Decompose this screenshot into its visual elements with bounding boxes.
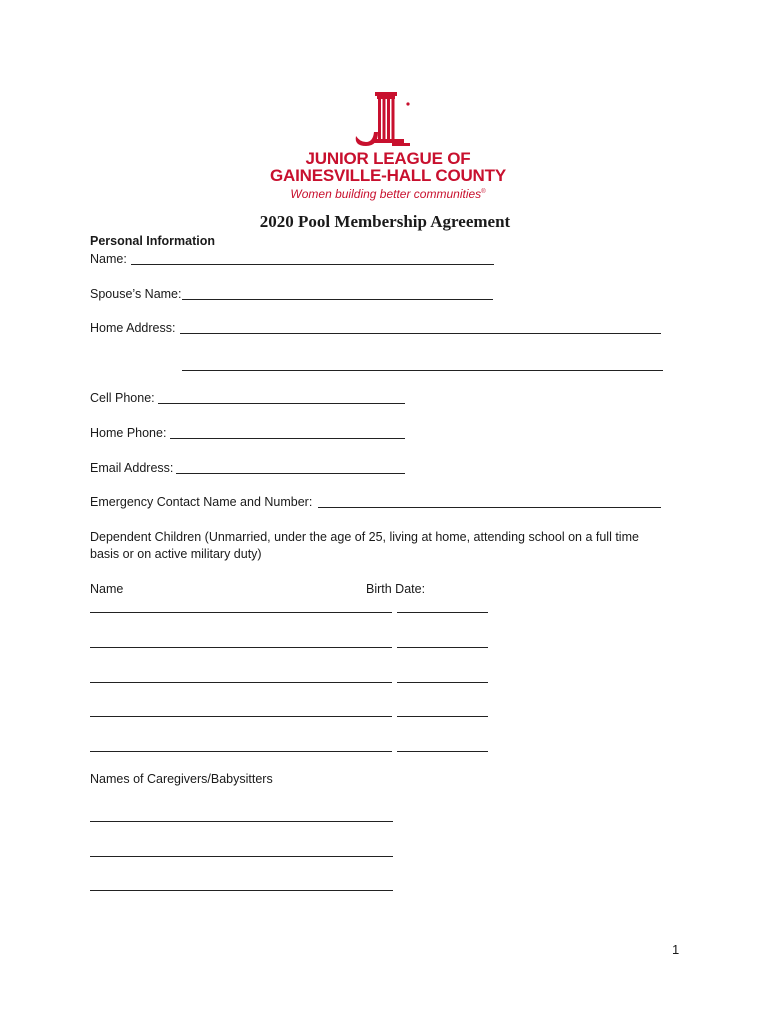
caregiver-name-field[interactable] [90, 821, 393, 822]
personal-info-heading: Personal Information [90, 234, 216, 248]
email-address-label: Email Address: [90, 461, 174, 475]
logo-tagline [268, 185, 508, 201]
dependents-intro-line1: Dependent Children (Unmarried, under the age of 25, living at home, attending school on a full time [90, 530, 639, 544]
caregiver-name-field[interactable] [90, 890, 393, 891]
caregiver-name-field[interactable] [90, 856, 393, 857]
home-address-label: Home Address: [90, 321, 176, 335]
home-phone-field[interactable] [170, 438, 405, 439]
column-jl-logo-icon [348, 92, 418, 148]
logo-text-line1: JUNIOR LEAGUE OF [305, 149, 471, 168]
name-field[interactable] [131, 264, 494, 265]
logo-tagline-text: Women building better communities [290, 187, 482, 201]
email-address-field[interactable] [176, 473, 405, 474]
dependent-name-field[interactable] [90, 612, 392, 613]
emergency-contact-field[interactable] [318, 507, 661, 508]
name-label: Name: [90, 252, 127, 266]
dependent-name-field[interactable] [90, 647, 392, 648]
junior-league-logo [268, 92, 508, 202]
dependents-intro-line2: basis or on active military duty) [90, 547, 262, 561]
logo-text-line2: GAINESVILLE-HALL COUNTY [270, 166, 506, 185]
dependent-birth-date-field[interactable] [397, 682, 488, 683]
dependent-birth-date-field[interactable] [397, 647, 488, 648]
dependent-birth-date-field[interactable] [397, 612, 488, 613]
cell-phone-field[interactable] [158, 403, 405, 404]
home-address-field-line2[interactable] [182, 370, 663, 371]
dependent-birth-date-field[interactable] [397, 751, 488, 752]
caregivers-heading: Names of Caregivers/Babysitters [90, 772, 273, 786]
registered-mark: ® [481, 189, 486, 195]
home-phone-label: Home Phone: [90, 426, 167, 440]
dependent-name-header: Name [90, 582, 124, 596]
spouse-name-field[interactable] [182, 299, 493, 300]
dependent-birth-date-field[interactable] [397, 716, 488, 717]
document-title: 2020 Pool Membership Agreement [259, 212, 511, 231]
dependent-name-field[interactable] [90, 682, 392, 683]
dependent-name-field[interactable] [90, 751, 392, 752]
page-number: 1 [672, 942, 680, 957]
emergency-contact-label: Emergency Contact Name and Number: [90, 495, 313, 509]
dependent-birth-date-header: Birth Date: [366, 582, 426, 596]
cell-phone-label: Cell Phone: [90, 391, 155, 405]
home-address-field-line1[interactable] [180, 333, 661, 334]
dependent-name-field[interactable] [90, 716, 392, 717]
spouse-name-label: Spouse’s Name: [90, 287, 182, 301]
